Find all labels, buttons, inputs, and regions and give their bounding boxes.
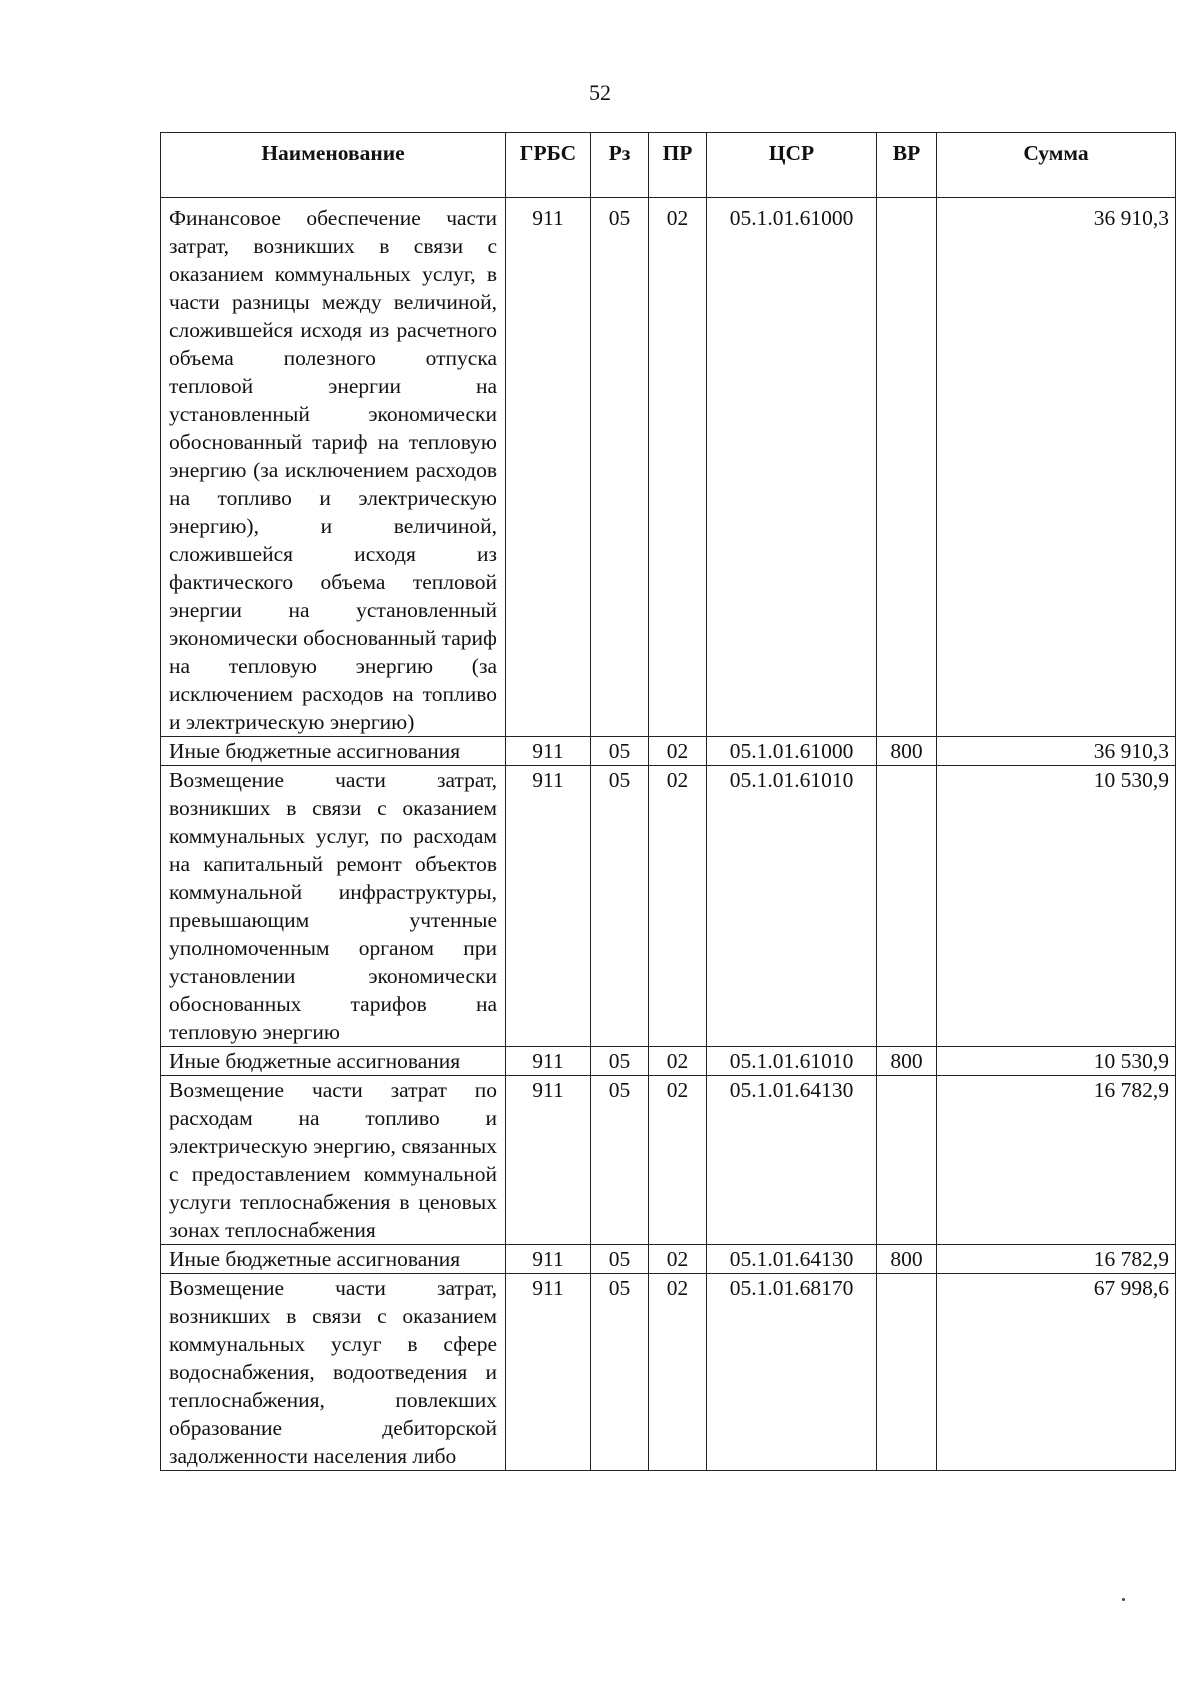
row-sum: 36 910,3 — [937, 737, 1176, 766]
row-name: Иные бюджетные ассигнования — [161, 737, 506, 766]
header-rz: Рз — [591, 133, 649, 198]
row-vr — [877, 1274, 937, 1471]
row-csr: 05.1.01.61000 — [707, 737, 877, 766]
header-name: Наименование — [161, 133, 506, 198]
header-grbs: ГРБС — [506, 133, 591, 198]
row-pr: 02 — [649, 1274, 707, 1471]
row-name: Иные бюджетные ассигнования — [161, 1245, 506, 1274]
row-rz: 05 — [591, 1076, 649, 1245]
table-body — [161, 198, 1176, 1471]
row-vr: 800 — [877, 1047, 937, 1076]
row-name: Возмещение части затрат, возникших в связи с оказанием коммунальных услуг, по расходам на капитальный ремонт объектов коммунальной инфраструктуры, превышающим учтенные уполномоченным органом при установлении экономически обоснованных тарифов на тепловую энергию — [161, 766, 506, 1047]
row-sum: 10 530,9 — [937, 766, 1176, 1047]
table-row — [161, 1274, 1176, 1471]
row-rz: 05 — [591, 1245, 649, 1274]
row-csr: 05.1.01.68170 — [707, 1274, 877, 1471]
row-csr: 05.1.01.61010 — [707, 1047, 877, 1076]
row-sum: 67 998,6 — [937, 1274, 1176, 1471]
row-rz: 05 — [591, 1047, 649, 1076]
row-pr: 02 — [649, 198, 707, 737]
row-grbs: 911 — [506, 1047, 591, 1076]
row-vr — [877, 1076, 937, 1245]
row-pr: 02 — [649, 766, 707, 1047]
row-csr: 05.1.01.61010 — [707, 766, 877, 1047]
budget-table — [160, 132, 1176, 1471]
row-pr: 02 — [649, 1076, 707, 1245]
row-rz: 05 — [591, 1274, 649, 1471]
row-sum: 16 782,9 — [937, 1245, 1176, 1274]
row-name: Финансовое обеспечение части затрат, возникших в связи с оказанием коммунальных услуг, в части разницы между величиной, сложившейся исходя из расчетного объема полезного отпуска тепловой энергии на установленный экономически обоснованный тариф на тепловую энергию (за исключением расходов на топливо и электрическую энергию), и величиной, сложившейся исходя из фактического объема тепловой энергии на установленный экономически обоснованный тариф на тепловую энергию (за исключением расходов на топливо и электрическую энергию) — [161, 198, 506, 737]
header-csr: ЦСР — [707, 133, 877, 198]
table-header — [161, 133, 1176, 198]
row-pr: 02 — [649, 737, 707, 766]
row-csr: 05.1.01.64130 — [707, 1245, 877, 1274]
row-name: Иные бюджетные ассигнования — [161, 1047, 506, 1076]
row-grbs: 911 — [506, 198, 591, 737]
header-row — [161, 133, 1176, 198]
table-row — [161, 1047, 1176, 1076]
header-pr: ПР — [649, 133, 707, 198]
row-vr: 800 — [877, 1245, 937, 1274]
table-row — [161, 766, 1176, 1047]
row-vr: 800 — [877, 737, 937, 766]
row-sum: 10 530,9 — [937, 1047, 1176, 1076]
header-sum: Сумма — [937, 133, 1176, 198]
row-pr: 02 — [649, 1245, 707, 1274]
row-name: Возмещение части затрат по расходам на топливо и электрическую энергию, связанных с предоставлением коммунальной услуги теплоснабжения в ценовых зонах теплоснабжения — [161, 1076, 506, 1245]
row-sum: 16 782,9 — [937, 1076, 1176, 1245]
row-vr — [877, 198, 937, 737]
table-row — [161, 1076, 1176, 1245]
table-row — [161, 1245, 1176, 1274]
row-grbs: 911 — [506, 1076, 591, 1245]
table-row — [161, 198, 1176, 737]
page-number: 52 — [589, 80, 611, 105]
scan-speck — [1122, 1598, 1125, 1601]
row-csr: 05.1.01.64130 — [707, 1076, 877, 1245]
row-grbs: 911 — [506, 1245, 591, 1274]
header-vr: ВР — [877, 133, 937, 198]
row-csr: 05.1.01.61000 — [707, 198, 877, 737]
row-rz: 05 — [591, 766, 649, 1047]
row-sum: 36 910,3 — [937, 198, 1176, 737]
row-grbs: 911 — [506, 1274, 591, 1471]
row-grbs: 911 — [506, 737, 591, 766]
row-grbs: 911 — [506, 766, 591, 1047]
row-pr: 02 — [649, 1047, 707, 1076]
table-row — [161, 737, 1176, 766]
row-rz: 05 — [591, 737, 649, 766]
row-name: Возмещение части затрат, возникших в связи с оказанием коммунальных услуг в сфере водоснабжения, водоотведения и теплоснабжения, повлекших образование дебиторской задолженности населения либо — [161, 1274, 506, 1471]
row-vr — [877, 766, 937, 1047]
row-rz: 05 — [591, 198, 649, 737]
